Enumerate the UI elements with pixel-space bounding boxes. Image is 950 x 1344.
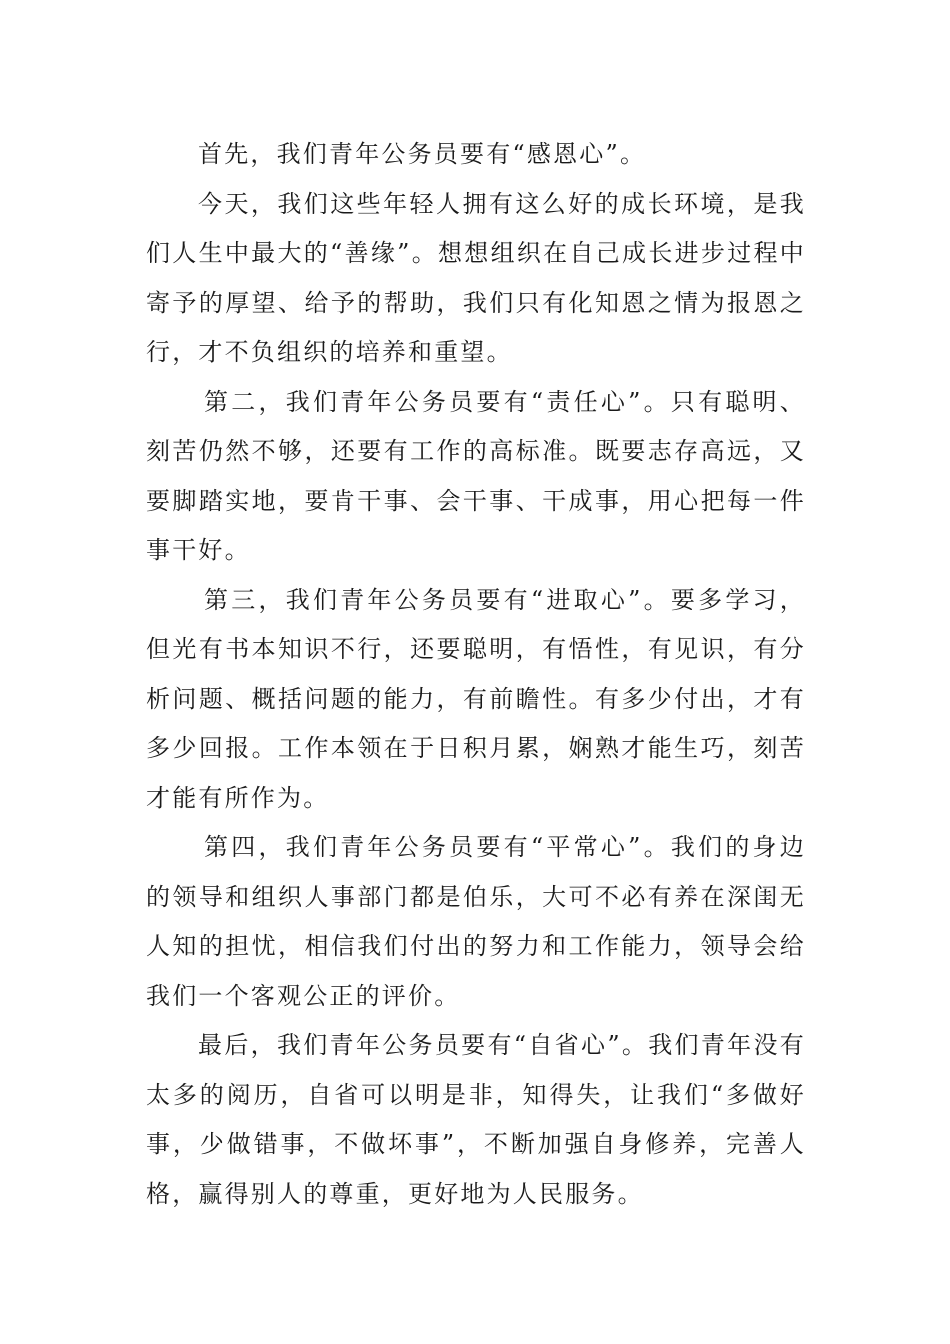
paragraph-progress: 第三，我们青年公务员要有“进取心”。要多学习，但光有书本知识不行，还要聪明，有悟性，有见识，有分析问题、概括问题的能力，有前瞻性。有多少付出，才有多少回报。工作本领在于日积月累，娴熟才能生巧，刻苦才能有所作为。 — [146, 585, 806, 812]
paragraph-today: 今天，我们这些年轻人拥有这么好的成长环境，是我们人生中最大的“善缘”。想想组织在自己成长进步过程中寄予的厚望、给予的帮助，我们只有化知恩之情为报恩之行，才不负组织的培养和重望。 — [146, 189, 806, 366]
paragraph-responsibility: 第二，我们青年公务员要有“责任心”。只有聪明、刻苦仍然不够，还要有工作的高标准。既要志存高远，又要脚踏实地，要肯干事、会干事、干成事，用心把每一件事干好。 — [146, 387, 806, 564]
paragraph-gratitude: 首先，我们青年公务员要有“感恩心”。 — [198, 140, 647, 168]
paragraph-self-reflection: 最后，我们青年公务员要有“自省心”。我们青年没有太多的阅历，自省可以明是非，知得失，让我们“多做好事，少做错事，不做坏事”，不断加强自身修养，完善人格，赢得别人的尊重，更好地为人民服务。 — [146, 1031, 806, 1208]
paragraph-equanimity: 第四，我们青年公务员要有“平常心”。我们的身边的领导和组织人事部门都是伯乐，大可不必有养在深闺无人知的担忧，相信我们付出的努力和工作能力，领导会给我们一个客观公正的评价。 — [146, 833, 806, 1010]
document-body — [146, 130, 806, 1219]
